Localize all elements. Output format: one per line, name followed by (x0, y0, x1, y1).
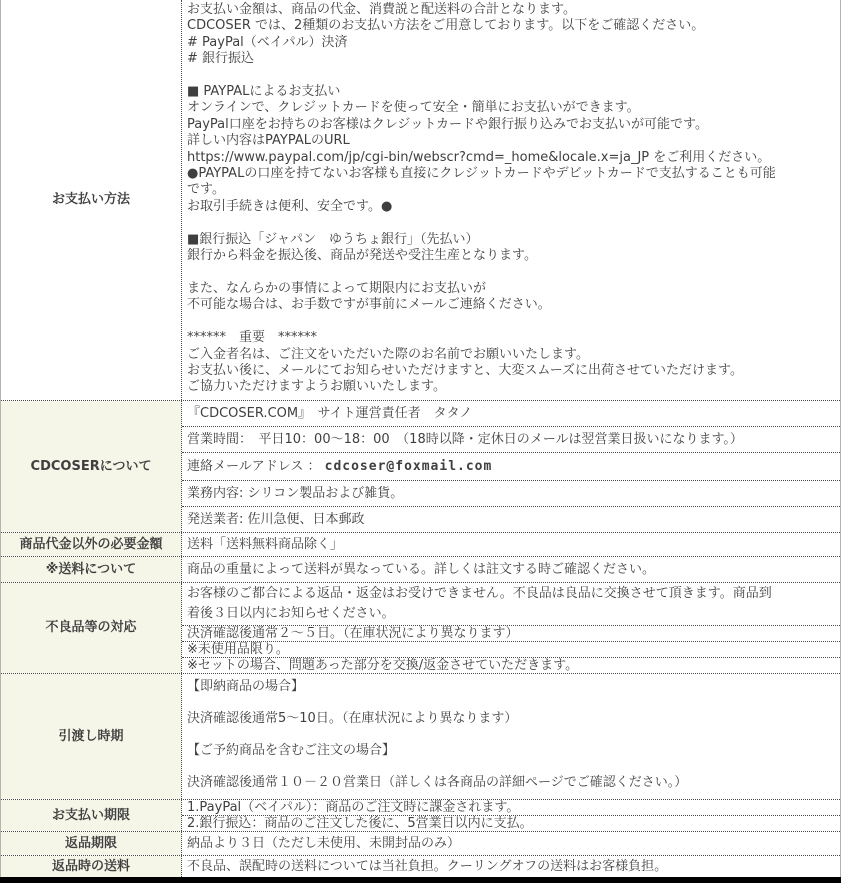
text-line: 1.PayPal（ベイパル）：商品のご注文時に課金されます。 (187, 799, 520, 815)
text-line: 納品より３日（ただし未使用、未開封品のみ） (187, 835, 461, 851)
row-cell (182, 674, 840, 799)
text-line: お客様のご都合による返品・返金はお受けできません。不良品は良品に交換させて頂きます。商品到 (187, 585, 772, 601)
text-line: 不良品、誤配時の送料については当社負担。クーリングオフの送料はお客様負担。 (187, 858, 668, 874)
text-line: 送料「送料無料商品除く」 (187, 536, 344, 552)
text-line: ご入金者名は、ご注文をいただいた際のお名前でお願いいたします。 (187, 346, 589, 362)
text-line: お支払い金額は、商品の代金、消費説と配送料の合計となります。 (187, 2, 576, 17)
text-line: ****** 重要 ****** (187, 330, 318, 346)
text-line: お支払い後に、メールにてお知らせいただけますと、大変スムーズに出荷させていただけます。 (187, 362, 744, 378)
text-line: ■銀行振込「ジャパン ゆうちょ銀行」（先払い） (187, 231, 479, 247)
row-cell (182, 452, 840, 480)
text-line: ■ PAYPALによるお支払い (187, 84, 341, 100)
text-line (187, 759, 838, 775)
table-row-delivery (1, 673, 840, 799)
text-line: 決済確認後通常5～10日。（在庫状況により異なります） (187, 710, 518, 726)
text-line: 営業時間： 平日10：00～18：00 （18時以降・定休日のメールは翌営業日扱いになります。） (187, 431, 743, 447)
text-line: 詳しい内容はPAYPALのURL (187, 133, 350, 149)
text-line: CDCOSER では、2種類のお支払い方法をご用意しております。以下をご確認ください。 (187, 18, 705, 34)
row-cell (182, 533, 840, 556)
row-cell (182, 815, 840, 831)
row-cell (182, 426, 840, 452)
row-cell (182, 506, 840, 532)
text-line: 商品の重量によって送料が異なっている。詳しくは註文する時ご確認ください。 (187, 561, 656, 577)
text-line: オンラインで、クレジットカードを使って安全・簡単にお支払いができます。 (187, 100, 640, 116)
text-line: ※セットの場合、問題あった部分を交換/返金させていただきます。 (187, 657, 579, 673)
bottom-divider-bar (0, 877, 841, 883)
contact-email-label: 連絡メールアドレス ： (187, 458, 325, 474)
text-line: です。 (187, 182, 225, 198)
row-header-return-fee: 返品時の送料 (1, 856, 182, 877)
row-content (182, 856, 840, 877)
row-cell (182, 641, 840, 657)
table-row-extra (1, 532, 840, 556)
row-cell (182, 800, 840, 815)
row-content (182, 674, 840, 799)
row-content (182, 800, 840, 831)
table-row-shipping (1, 556, 840, 582)
text-line: 決済確認後通常２～５日。（在庫状況により異なります） (187, 625, 519, 641)
text-line (187, 314, 838, 330)
row-content (182, 401, 840, 532)
row-header-return-deadline: 返品期限 (1, 832, 182, 855)
row-cell (182, 856, 840, 877)
text-line: ●PAYPALの口座を持てないお客様も直接にクレジットカードやデビットカードで支払することも可能 (187, 166, 776, 182)
text-line: 発送業者: 佐川急便、日本郵政 (187, 511, 365, 527)
text-line: 【ご予約商品を含むご注文の場合】 (187, 742, 396, 758)
row-header-shipping: ※送料について (1, 557, 182, 582)
text-line (187, 727, 838, 743)
text-line (187, 265, 838, 281)
row-header-about: CDCOSERについて (1, 401, 182, 532)
text-line: 決済確認後通常１０－２０営業日（詳しくは各商品の詳細ページでご確認ください。） (187, 774, 688, 790)
text-line: 不可能な場合は、お手数ですが事前にメールご連絡ください。 (187, 297, 551, 313)
row-content (182, 832, 840, 855)
table-row-deadline (1, 799, 840, 831)
text-line: また、なんらかの事情によって期限内にお支払いが (187, 280, 487, 296)
row-content (182, 533, 840, 556)
row-content (182, 0, 840, 400)
row-cell (182, 657, 840, 673)
text-line (187, 695, 838, 711)
row-header-extra: 商品代金以外の必要金額 (1, 533, 182, 556)
text-line: https://www.paypal.com/jp/cgi-bin/webscr?cmd=_home&locale.x=ja_JP をご利用ください。 (187, 149, 771, 165)
text-line: 『CDCOSER.COM』 サイト運営責任者 タタノ (187, 405, 473, 421)
row-cell (182, 583, 840, 625)
text-line: ご協力いただけますようお願いいたします。 (187, 379, 446, 395)
row-cell (182, 480, 840, 506)
text-line (187, 68, 838, 84)
table-row-payment (1, 0, 840, 400)
row-content (182, 557, 840, 582)
row-header-payment: お支払い方法 (1, 0, 182, 400)
text-line: 銀行から料金を振込後、商品が発送や受注生産となります。 (187, 248, 537, 264)
row-header-delivery: 引渡し時期 (1, 674, 182, 799)
text-line: ※未使用品限り。 (187, 641, 289, 657)
text-line: PayPal口座をお持ちのお客様はクレジットカードや銀行振り込みでお支払いが可能です。 (187, 116, 708, 132)
table-row-defect (1, 582, 840, 673)
text-line: 【即納商品の場合】 (187, 678, 305, 694)
table-row-about (1, 400, 840, 532)
row-header-deadline: お支払い期限 (1, 800, 182, 831)
row-cell (182, 401, 840, 426)
row-cell (182, 625, 840, 641)
text-line: 業務内容: シリコン製品および雑貨。 (187, 485, 404, 501)
contact-email-line (187, 458, 838, 475)
row-cell (182, 0, 840, 400)
table-row-return-fee (1, 855, 840, 877)
contact-email-address: cdcoser@foxmail.com (324, 458, 493, 474)
text-line: # PayPal（ベイパル）決済 (187, 34, 348, 50)
text-line: 着後３日以内にお知らせください。 (187, 605, 395, 621)
text-line: # 銀行振込 (187, 51, 255, 67)
text-line: お取引手続きは便利、安全です。● (187, 198, 393, 214)
row-cell (182, 557, 840, 582)
table-row-return-deadline (1, 831, 840, 855)
row-cell (182, 832, 840, 855)
row-header-defect: 不良品等の対応 (1, 583, 182, 673)
row-content (182, 583, 840, 673)
text-line: 2.銀行振込：商品のご注文した後に、5営業日以内に支払。 (187, 815, 533, 831)
text-line (187, 215, 838, 231)
